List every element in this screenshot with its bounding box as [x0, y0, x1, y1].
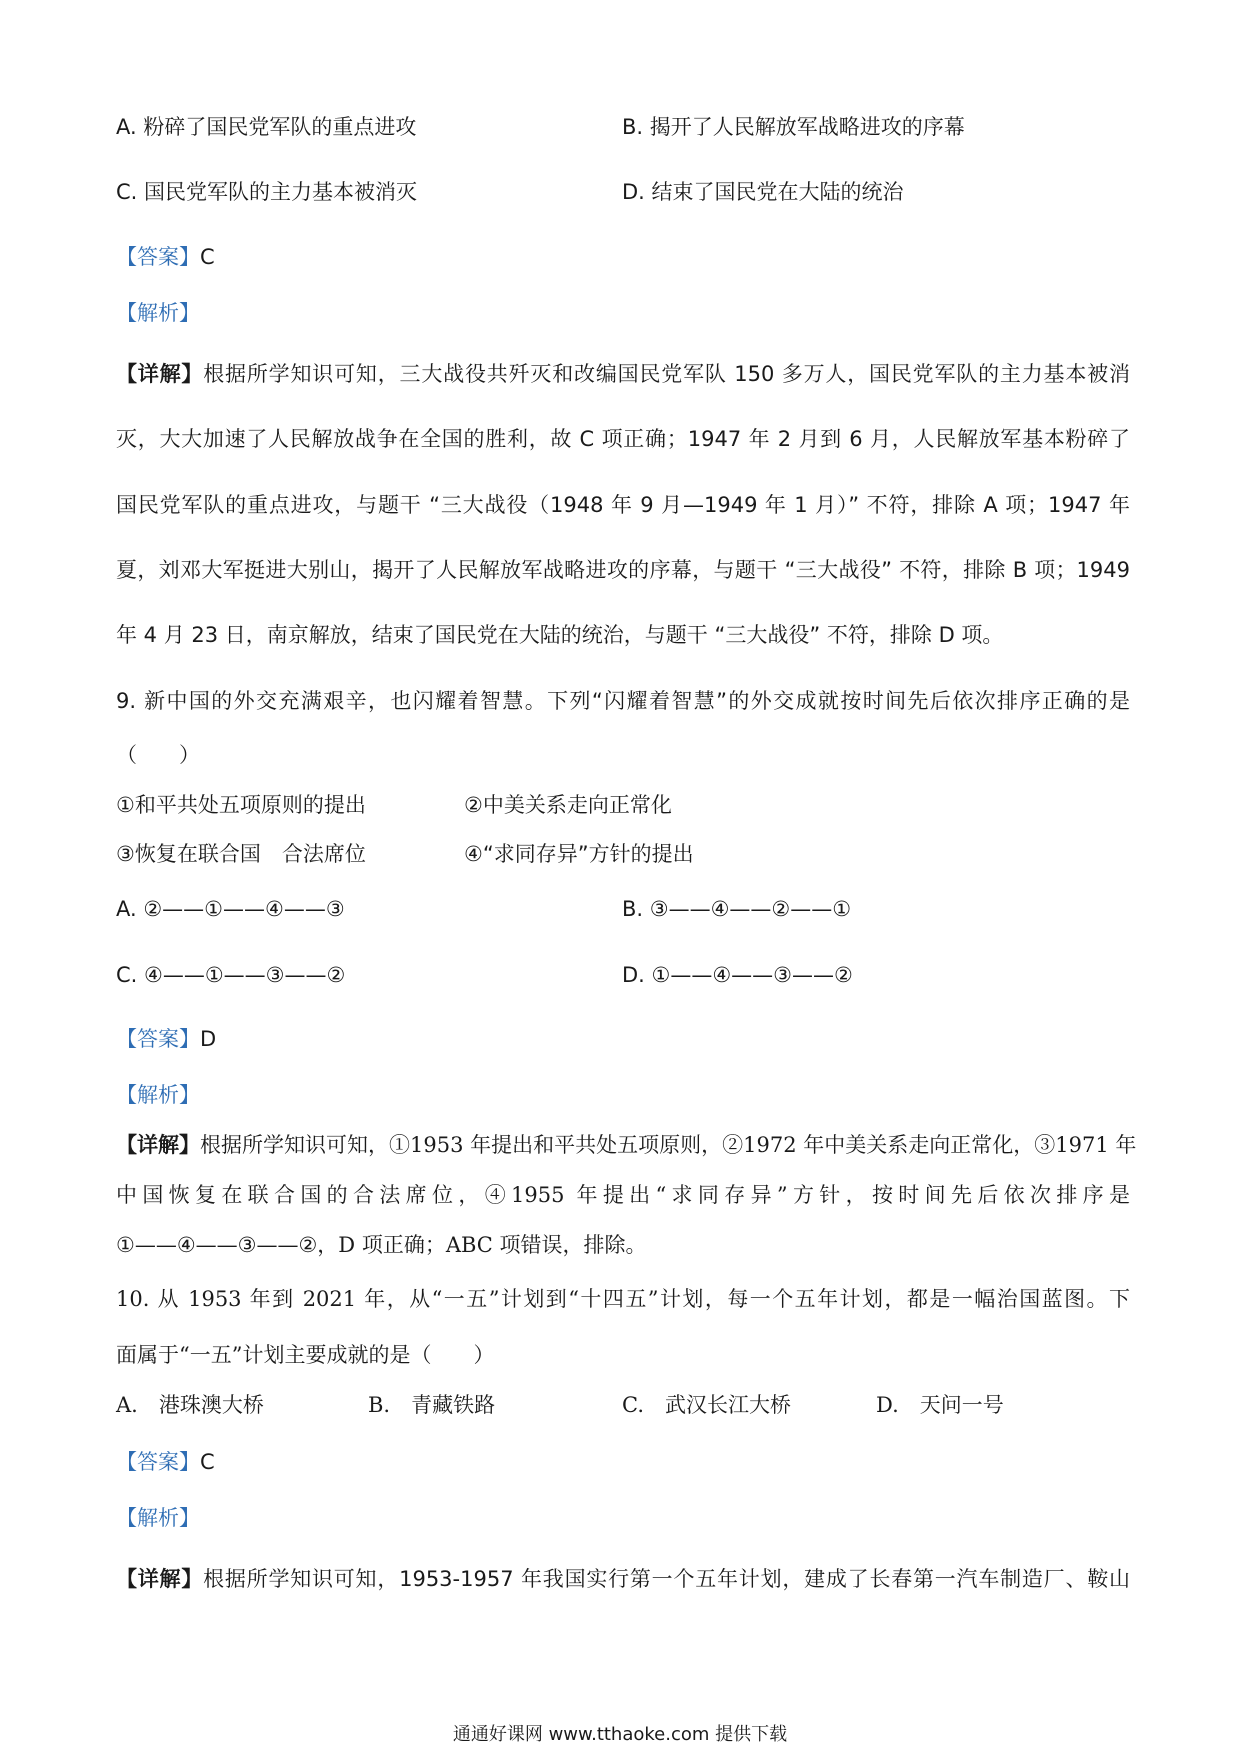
q9-item-1: ①和平共处五项原则的提出	[116, 793, 366, 817]
q10-detail-line-1	[116, 1564, 1130, 1594]
q9-detail-line-1	[116, 1130, 1137, 1160]
q10-option-c: C. 武汉长江大桥	[622, 1393, 791, 1417]
q8-option-b: B. 揭开了人民解放军战略进攻的序幕	[622, 115, 965, 139]
q9-option-b: B. ③——④——②——①	[622, 897, 852, 921]
q9-detail-line-2: 中国恢复在联合国的合法席位，④1955 年提出“求同存异”方针，按时间先后依次排序是	[116, 1183, 1130, 1207]
q10-option-d: D. 天问一号	[876, 1393, 1004, 1417]
answer-tag: 【答案】	[116, 1450, 200, 1474]
q8-detail-line-3: 国民党军队的重点进攻，与题干 “三大战役（1948 年 9 月—1949 年 1 月）” 不符，排除 A 项；1947 年	[116, 493, 1130, 517]
analysis-tag: 【解析】	[116, 301, 200, 325]
q8-option-c: C. 国民党军队的主力基本被消灭	[116, 180, 418, 204]
q9-stem-line-1: 9. 新中国的外交充满艰辛，也闪耀着智慧。下列“闪耀着智慧”的外交成就按时间先后依次排序正确的是	[116, 689, 1130, 713]
q8-detail-line-5: 年 4 月 23 日，南京解放，结束了国民党在大陆的统治，与题干 “三大战役” 不符，排除 D 项。	[116, 623, 1004, 647]
q9-option-d: D. ①——④——③——②	[622, 963, 853, 987]
q10-answer	[116, 1447, 215, 1477]
q10-stem-line-1: 10. 从 1953 年到 2021 年，从“一五”计划到“十四五”计划，每一个五年计划，都是一幅治国蓝图。下	[116, 1287, 1130, 1311]
q10-option-b: B. 青藏铁路	[368, 1393, 496, 1417]
answer-value: C	[200, 1450, 215, 1474]
q8-detail-line-4: 夏，刘邓大军挺进大别山，揭开了人民解放军战略进攻的序幕，与题干 “三大战役” 不符，排除 B 项；1949	[116, 558, 1130, 582]
detail-text: 根据所学知识可知，①1953 年提出和平共处五项原则，②1972 年中美关系走向正常化，③1971 年	[200, 1133, 1137, 1157]
q9-analysis-tag	[116, 1080, 200, 1110]
q9-item-2: ②中美关系走向正常化	[464, 793, 672, 817]
q10-stem-line-2: 面属于“一五”计划主要成就的是（ ）	[116, 1343, 495, 1367]
answer-value: C	[200, 245, 215, 269]
q8-analysis-tag	[116, 298, 200, 328]
answer-value: D	[200, 1027, 217, 1051]
q9-option-c: C. ④——①——③——②	[116, 963, 346, 987]
answer-tag: 【答案】	[116, 1027, 200, 1051]
q8-answer	[116, 242, 215, 272]
q9-option-a: A. ②——①——④——③	[116, 897, 345, 921]
detail-text: 根据所学知识可知，三大战役共歼灭和改编国民党军队 150 多万人，国民党军队的主力基本被消	[203, 362, 1130, 386]
q9-detail-line-3: ①——④——③——②，D 项正确；ABC 项错误，排除。	[116, 1233, 647, 1257]
q9-item-3: ③恢复在联合国 合法席位	[116, 842, 366, 866]
q9-item-4: ④“求同存异”方针的提出	[464, 842, 694, 866]
q8-option-a: A. 粉碎了国民党军队的重点进攻	[116, 115, 417, 139]
q8-option-d: D. 结束了国民党在大陆的统治	[622, 180, 904, 204]
detail-text: 根据所学知识可知，1953-1957 年我国实行第一个五年计划，建成了长春第一汽车制造厂、鞍山	[203, 1567, 1130, 1591]
q9-answer	[116, 1024, 216, 1054]
q9-stem-line-2: （ ）	[116, 743, 200, 767]
q10-option-a: A. 港珠澳大桥	[116, 1393, 264, 1417]
detail-tag: 【详解】	[116, 362, 204, 386]
detail-tag: 【详解】	[116, 1567, 204, 1591]
answer-tag: 【答案】	[116, 245, 200, 269]
q8-detail-line-1	[116, 359, 1130, 389]
analysis-tag: 【解析】	[116, 1083, 200, 1107]
detail-tag: 【详解】	[116, 1133, 200, 1157]
q10-analysis-tag	[116, 1503, 200, 1533]
q8-detail-line-2: 灭，大大加速了人民解放战争在全国的胜利，故 C 项正确；1947 年 2 月到 6 月，人民解放军基本粉碎了	[116, 427, 1130, 451]
analysis-tag: 【解析】	[116, 1506, 200, 1530]
page-footer: 通通好课网 www.tthaoke.com 提供下载	[452, 1724, 788, 1745]
